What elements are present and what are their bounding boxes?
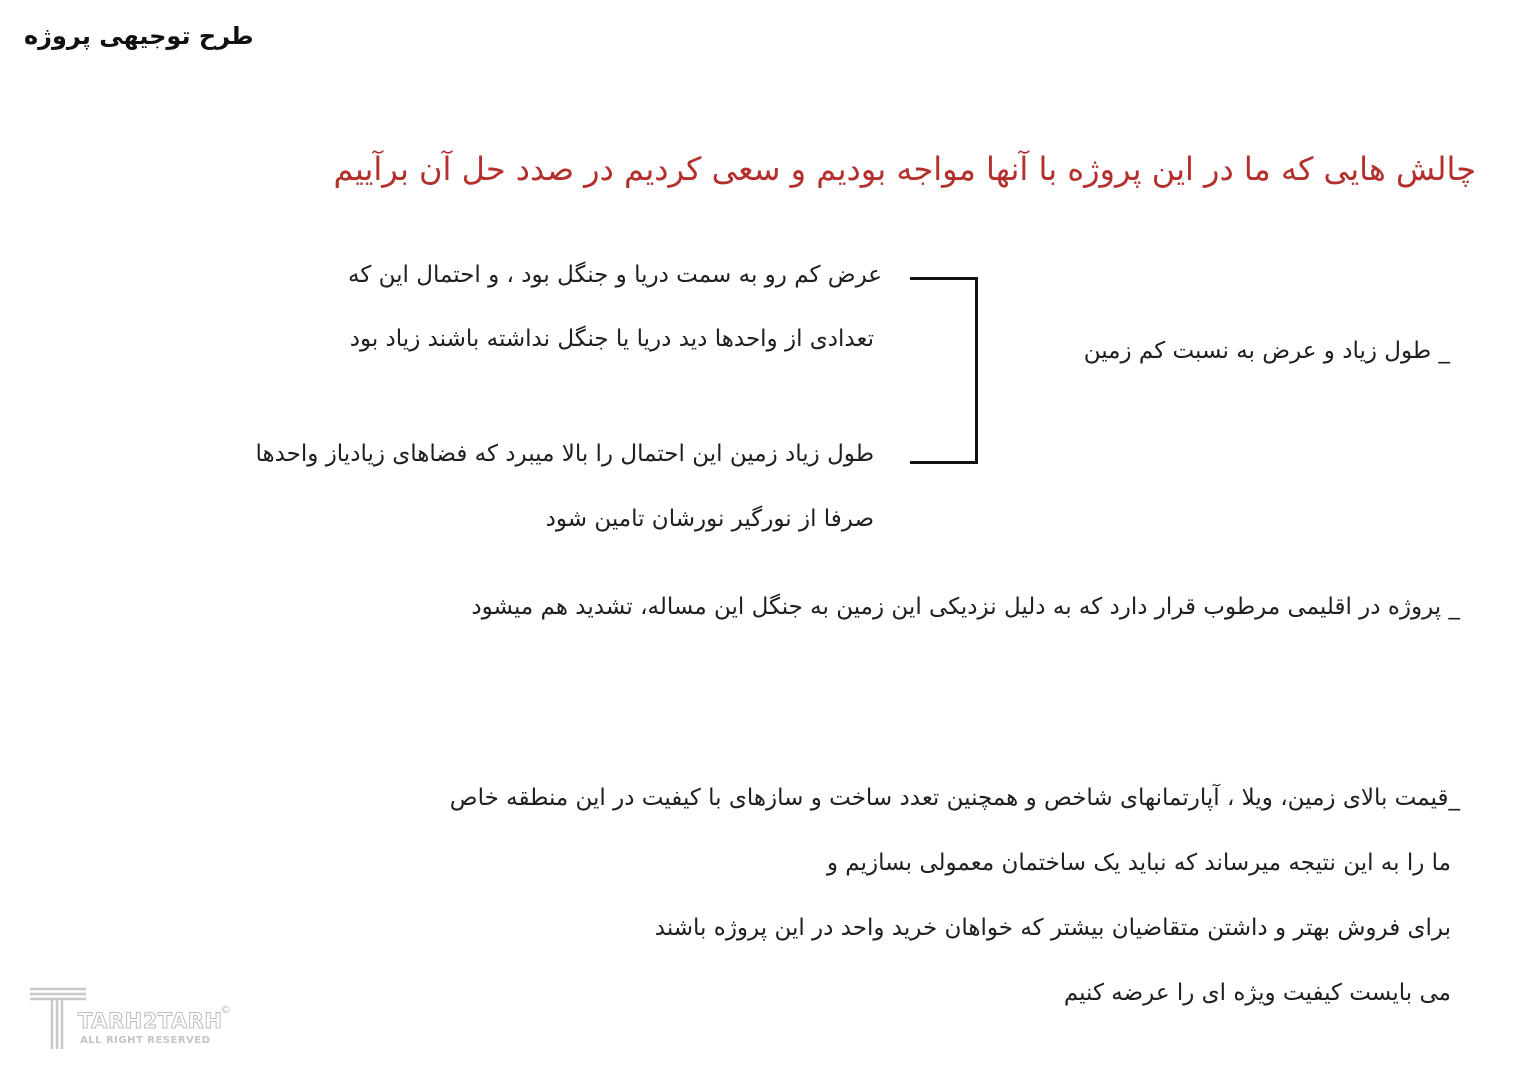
logo-brand-text: TARH2TARH xyxy=(78,1009,223,1033)
challenge-3-line-3: برای فروش بهتر و داشتن متقاضیان بیشتر که خواهان خرید واحد در این پروژه باشند xyxy=(654,915,1451,941)
logo-rights-text: ALL RIGHT RESERVED xyxy=(80,1035,211,1046)
challenge-3-line-2: ما را به این نتیجه میرساند که نباید یک ساختمان معمولی بسازیم و xyxy=(826,850,1451,876)
challenge-1-point-b-line-1: طول زیاد زمین این احتمال را بالا میبرد که فضاهای زیادیاز واحدها xyxy=(255,441,874,467)
challenge-3-line-4: می بایست کیفیت ویژه ای را عرضه کنیم xyxy=(1063,980,1451,1006)
challenge-3-line-1: _قیمت بالای زمین، ویلا ، آپارتمانهای شاخص و همچنین تعدد ساخت و سازهای با کیفیت در این منطقه خاص xyxy=(449,785,1460,811)
bracket-connector xyxy=(910,277,978,464)
page-title: طرح توجیهی پروژه xyxy=(24,22,254,50)
copyright-icon: © xyxy=(220,1003,231,1016)
watermark-logo xyxy=(28,985,238,1055)
challenge-1-point-a-line-1: عرض کم رو به سمت دریا و جنگل بود ، و احتمال این که xyxy=(348,262,882,288)
section-heading: چالش هایی که ما در این پروژه با آنها مواجه بودیم و سعی کردیم در صدد حل آن برآییم xyxy=(333,150,1476,188)
challenge-1-label: _ طول زیاد و عرض به نسبت کم زمین xyxy=(1083,338,1450,364)
challenge-1-point-a-line-2: تعدادی از واحدها دید دریا یا جنگل نداشته باشند زیاد بود xyxy=(349,326,874,352)
challenge-1-point-b-line-2: صرفا از نورگیر نورشان تامین شود xyxy=(545,506,874,532)
challenge-2-text: _ پروژه در اقلیمی مرطوب قرار دارد که به دلیل نزدیکی این زمین به جنگل این مساله، تشدید هم میشود xyxy=(471,594,1460,620)
